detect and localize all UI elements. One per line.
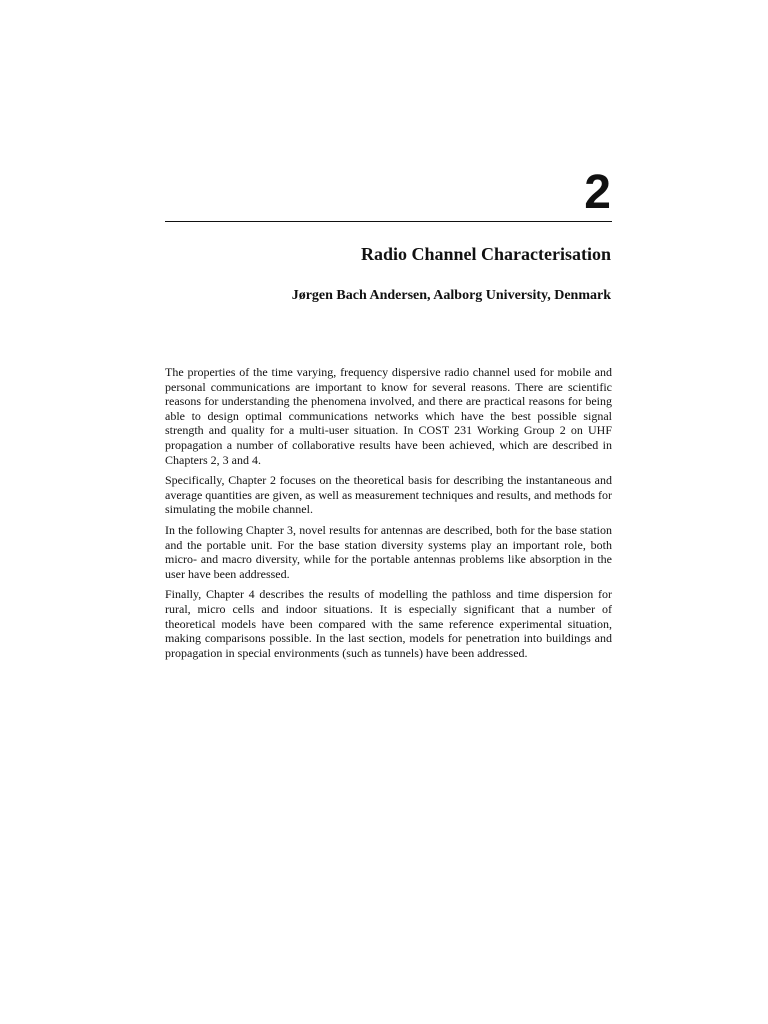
paragraph-chapter-3: In the following Chapter 3, novel results for antennas are described, both for the base station and the portable unit. For the base station diversity systems play an important role, both micro- and macro diversity, while for the portable antennas problems like absorption in the user have been addressed. (165, 522, 612, 581)
chapter-divider (165, 221, 612, 222)
chapter-title: Radio Channel Characterisation (360, 244, 611, 264)
chapter-number: 2 (584, 166, 611, 219)
body-text (165, 365, 612, 666)
paragraph-chapter-4: Finally, Chapter 4 describes the results of modelling the pathloss and time dispersion for rural, micro cells and indoor situations. It is especially significant that a number of theoretical models have been compared with the same reference experimental situation, making comparisons possible. In the last section, models for penetration into buildings and propagation in special environments (such as tunnels) have been addressed. (165, 587, 612, 660)
paragraph-chapter-2: Specifically, Chapter 2 focuses on the theoretical basis for describing the instantaneous and average quantities are given, as well as measurement techniques and results, and methods for simulating the mobile channel. (165, 473, 612, 517)
chapter-author: Jørgen Bach Andersen, Aalborg University, Denmark (291, 288, 611, 303)
paragraph-introduction: The properties of the time varying, frequency dispersive radio channel used for mobile and personal communications are important to know for several reasons. There are scientific reasons for understanding the phenomena involved, and there are practical reasons for being able to design optimal communications networks which have the best possible signal strength and quality for a multi-user situation. In COST 231 Working Group 2 on UHF propagation a number of collaborative results have been achieved, which are described in Chapters 2, 3 and 4. (165, 365, 612, 467)
